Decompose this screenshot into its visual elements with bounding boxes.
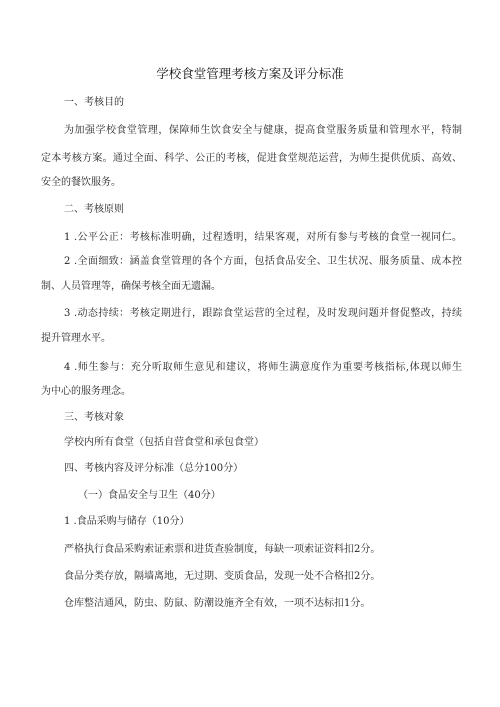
principle-3-line-1: 3 .动态持续：考核定期进行，跟踪食堂运营的全过程，及时发现问题并督促整改，持续 <box>64 308 462 319</box>
purpose-paragraph-line-1: 为加强学校食堂管理，保障师生饮食安全与健康，提高食堂服务质量和管理水平，特制 <box>64 125 462 136</box>
principle-2-line-1: 2 .全面细致：涵盖食堂管理的各个方面，包括食品安全、卫生状况、服务质量、成本控 <box>64 256 462 267</box>
procurement-rule-3: 仓库整洁通风，防虫、防鼠、防潮设施齐全有效，一项不达标扣1分。 <box>64 598 371 609</box>
purpose-paragraph-line-3: 安全的餐饮服务。 <box>41 177 121 188</box>
principle-4-line-2: 为中心的服务理念。 <box>41 386 131 397</box>
principle-2-line-2: 制、人员管理等，确保考核全面无遗漏。 <box>41 281 221 292</box>
targets-text: 学校内所有食堂（包括自营食堂和承包食堂） <box>64 437 264 448</box>
principle-4-line-1: 4 .师生参与：充分听取师生意见和建议，将师生满意度作为重要考核指标,体现以师生 <box>64 362 462 373</box>
section-heading-targets: 三、考核对象 <box>64 412 124 423</box>
principle-1: 1 .公平公正：考核标准明确，过程透明，结果客观，对所有参与考核的食堂一视同仁。 <box>64 232 462 243</box>
item-heading-procurement: 1 .食品采购与储存（10分） <box>64 516 190 527</box>
procurement-rule-2: 食品分类存放，隔墙离地，无过期、变质食品，发现一处不合格扣2分。 <box>64 571 381 582</box>
principle-3-line-2: 提升管理水平。 <box>41 333 111 344</box>
subsection-heading-food-safety: （一）食品安全与卫生（40分） <box>78 490 221 501</box>
purpose-paragraph-line-2: 定本考核方案。通过全面、科学、公正的考核，促进食堂规范运营，为师生提供优质、高效、 <box>41 153 462 164</box>
section-heading-purpose: 一、考核目的 <box>64 97 124 108</box>
section-heading-content: 四、考核内容及评分标准（总分100分） <box>64 463 244 474</box>
section-heading-principles: 二、考核原则 <box>64 204 124 215</box>
document-title: 学校食堂管理考核方案及评分标准 <box>156 66 344 81</box>
procurement-rule-1: 严格执行食品采购索证索票和进货查验制度，每缺一项索证资料扣2分。 <box>64 544 381 555</box>
